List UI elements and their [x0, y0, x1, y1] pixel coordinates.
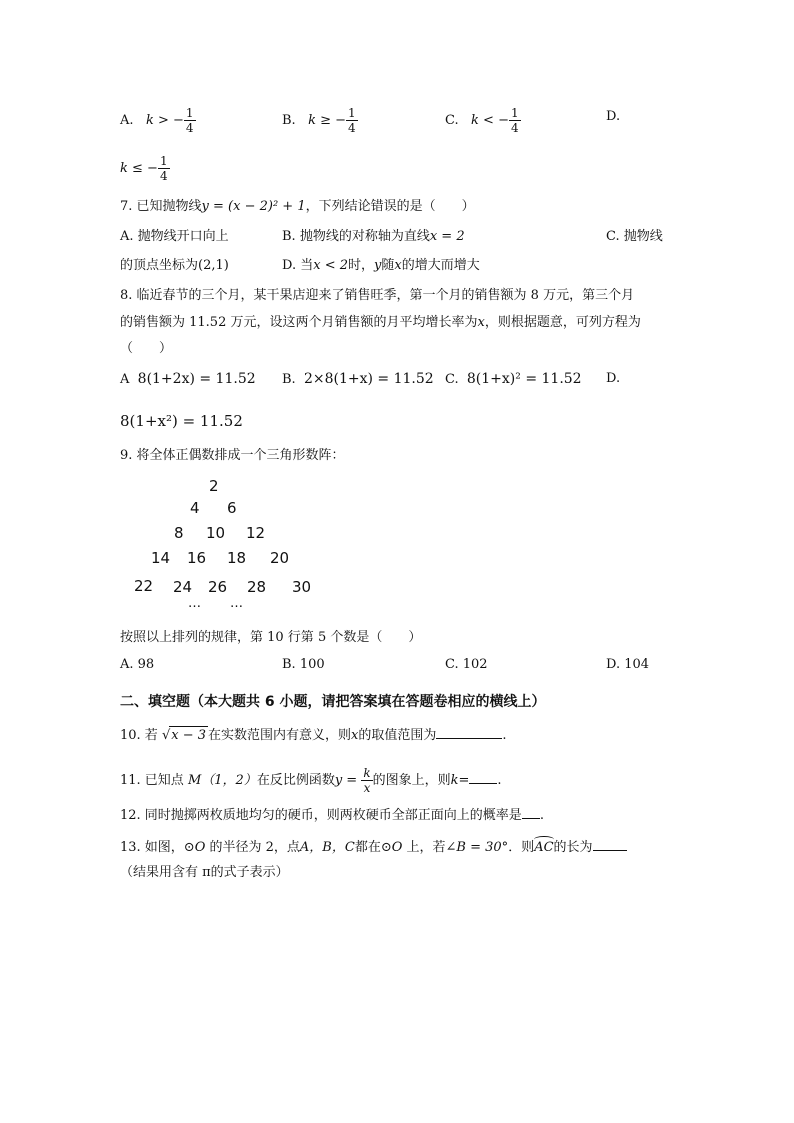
array-cell: 18 [227, 549, 247, 567]
q12: 12. 同时抛掷两枚质地均匀的硬币，则两枚硬币全部正面向上的概率是 . [120, 808, 544, 823]
q9-option-c[interactable]: C. 102 [445, 657, 488, 672]
q7-stem: 7. 已知抛物线y = (x − 2)² + 1，下列结论错误的是（ ） [120, 199, 475, 214]
array-cell: 16 [187, 549, 207, 567]
q8-option-d[interactable]: 8(1+x²) = 11.52 [120, 412, 243, 430]
fraction: $\frac{1}{4}$ [185, 106, 194, 135]
q6-option-d-label[interactable] [606, 108, 620, 126]
q7-option-c[interactable]: C. 抛物线 [606, 229, 663, 244]
option-label: B. [282, 113, 296, 128]
q8-option-d-label[interactable]: D. [606, 371, 621, 386]
fraction: $\frac{k}{x}$ [363, 766, 371, 795]
fraction: $\frac{1}{4}$ [348, 106, 356, 135]
option-expr: k > − [145, 113, 184, 128]
option-label: A. [120, 113, 134, 128]
q8-option-a[interactable]: A 8(1+2x) = 11.52 [120, 371, 256, 387]
array-cell: 30 [292, 578, 312, 596]
array-cell: 28 [247, 578, 267, 596]
q11: 11. 已知点 M（1，2）在反比例函数y = $\frac{k}{x}$ 的图象上，则k= . [120, 766, 502, 795]
array-cell: 20 [270, 549, 290, 567]
array-cell: 24 [173, 578, 193, 596]
arc-ac: AC [534, 840, 554, 855]
q6-option-c[interactable] [445, 106, 521, 135]
q6-option-a[interactable] [120, 106, 196, 135]
ellipsis: … [230, 596, 243, 611]
q9-option-b[interactable]: B. 100 [282, 657, 325, 672]
fraction: $\frac{1}{4}$ [510, 106, 519, 135]
answer-blank[interactable] [522, 806, 540, 819]
q8-stem-line3: （ ） [120, 341, 173, 356]
array-cell: 2 [209, 477, 219, 495]
q8-stem-line2: 的销售额为 11.52 万元，设这两个月销售额的月平均增长率为x，则根据题意，可列方程为 [120, 315, 641, 330]
array-cell: 26 [208, 578, 228, 596]
fraction: $\frac{1}{4}$ [159, 154, 168, 183]
answer-blank[interactable] [593, 838, 627, 851]
array-cell: 22 [134, 577, 154, 595]
option-label: C. [445, 113, 459, 128]
q13-note: （结果用含有 π的式子表示） [120, 865, 289, 880]
q7-option-b[interactable]: B. 抛物线的对称轴为直线x = 2 [282, 229, 465, 244]
q9-stem: 9. 将全体正偶数排成一个三角形数阵： [120, 448, 345, 463]
q6-option-b[interactable] [282, 106, 358, 135]
q9-option-a[interactable]: A. 98 [120, 657, 155, 672]
q7-option-c-cont[interactable]: 的顶点坐标为(2,1) [120, 258, 229, 273]
q7-option-d[interactable]: D. 当x < 2时，y随x的增大而增大 [282, 258, 480, 273]
array-cell: 14 [151, 549, 171, 567]
option-expr: k ≥ − [308, 113, 347, 128]
array-cell: 4 [190, 499, 200, 517]
answer-blank[interactable] [436, 726, 502, 739]
array-cell: 12 [246, 524, 266, 542]
q7-option-a[interactable]: A. 抛物线开口向上 [120, 229, 229, 244]
ellipsis: … [188, 596, 201, 611]
q13: 13. 如图，⊙O 的半径为 2，点A，B，C都在⊙O 上，若∠B = 30°．则AC的长为 [120, 838, 627, 857]
q9-question: 按照以上排列的规律，第 10 行第 5 个数是（ ） [120, 630, 422, 645]
q6-option-d[interactable] [120, 154, 170, 183]
option-expr: k ≤ − [120, 161, 158, 176]
array-cell: 6 [227, 499, 237, 517]
sqrt-expr: x − 3 [171, 728, 206, 743]
array-cell: 8 [174, 524, 184, 542]
option-expr: k < − [471, 113, 509, 128]
section-title: 二、填空题（本大题共 6 小题，请把答案填在答题卷相应的横线上） [120, 694, 546, 710]
q9-option-d[interactable]: D. 104 [606, 657, 650, 672]
q8-stem-line1: 8. 临近春节的三个月，某干果店迎来了销售旺季，第一个月的销售额为 8 万元，第三个月 [120, 288, 635, 303]
answer-blank[interactable] [469, 771, 497, 784]
q8-option-b[interactable]: B. 2×8(1+x) = 11.52 [282, 371, 434, 387]
option-label: D. [606, 109, 621, 124]
q8-option-c[interactable]: C. 8(1+x)² = 11.52 [445, 371, 582, 387]
q10: 10. 若 √x − 3 在实数范围内有意义，则x的取值范围为 . [120, 728, 507, 743]
array-cell: 10 [206, 524, 226, 542]
